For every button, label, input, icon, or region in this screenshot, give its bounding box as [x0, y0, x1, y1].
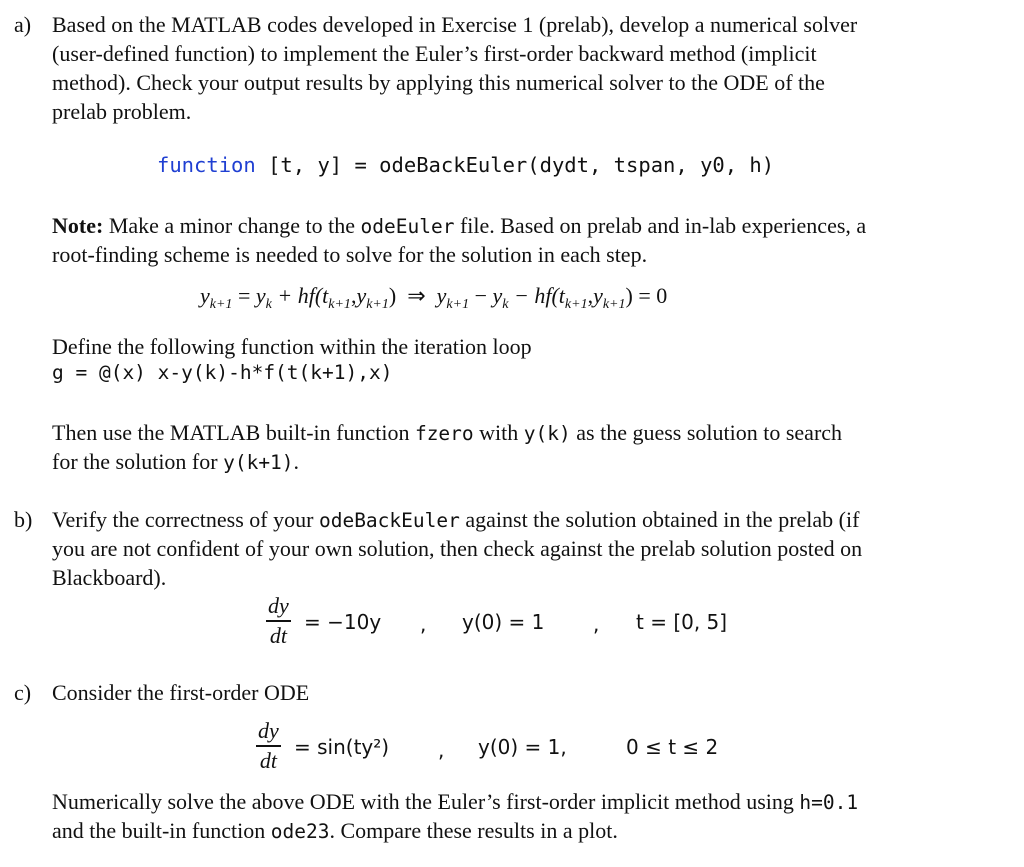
part-b-line-3: Blackboard).: [52, 565, 167, 590]
part-c-domain: 0 ≤ t ≤ 2: [626, 735, 719, 759]
part-b-line-2: you are not confident of your own solution, then check against the prelab solution posted on: [52, 536, 863, 561]
define-line: Define the following function within the iteration loop: [52, 334, 532, 359]
part-a-line-2: (user-defined function) to implement the Euler’s first-order backward method (implicit: [52, 41, 817, 66]
implicit-euler-equation: $y_{k+1} = y_k + hf(t_{k+1},y_{k+1})$ ⇒ $y_{k+1} - y_k - hf(t_{k+1},y_{k+1}) = 0$: [200, 283, 668, 312]
part-b-label: b): [14, 507, 33, 532]
part-a-line-1: Based on the MATLAB codes developed in Exercise 1 (prelab), develop a numerical solver: [52, 12, 858, 37]
then-line-1: Then use the MATLAB built-in function fzero with y(k) as the guess solution to search: [52, 420, 843, 445]
part-a-line-4: prelab problem.: [52, 99, 192, 124]
yk1-code: y(k+1): [223, 451, 294, 474]
h-step-code: h=0.1: [799, 791, 859, 814]
part-c-sep: ,: [438, 738, 445, 762]
then-line-2: for the solution for y(k+1).: [52, 449, 300, 474]
implies-arrow: ⇒: [407, 284, 426, 309]
part-c-line-1: Consider the first-order ODE: [52, 680, 310, 705]
part-b-time-span: t = [0, 5]: [636, 610, 728, 634]
part-c-derivative: dy dt: [258, 718, 279, 773]
part-a-line-3: method). Check your output results by applying this numerical solver to the ODE of the: [52, 70, 825, 95]
odeBackEuler-code: odeBackEuler: [318, 509, 460, 532]
note-line-2: root-finding scheme is needed to solve for the solution in each step.: [52, 242, 648, 267]
function-signature: [157, 153, 774, 177]
part-b-rhs: = −10y: [304, 610, 382, 634]
part-a-label: a): [14, 12, 32, 37]
part-b-derivative: dy dt: [268, 593, 289, 648]
odeEuler-code: odeEuler: [360, 215, 455, 238]
g-function-code: g = @(x) x-y(k)-h*f(t(k+1),x): [52, 361, 393, 384]
part-b-line-1: Verify the correctness of your odeBackEuler against the solution obtained in the prelab (if: [52, 507, 860, 532]
part-c-initial-condition: y(0) = 1,: [478, 735, 567, 759]
note-line-1: Note: Make a minor change to the odeEuler file. Based on prelab and in-lab experiences, a: [52, 213, 867, 238]
part-b-sep-2: ,: [593, 612, 600, 636]
part-c-line-3: and the built-in function ode23. Compare these results in a plot.: [52, 818, 618, 843]
part-c-rhs: = sin(ty²): [294, 735, 390, 759]
part-b-sep-1: ,: [420, 612, 427, 636]
ode23-code: ode23: [270, 820, 330, 843]
part-c-label: c): [14, 680, 32, 705]
yk-code: y(k): [523, 422, 571, 445]
note-label: Note:: [52, 213, 104, 238]
function-signature-rest: [t, y] = odeBackEuler(dydt, tspan, y0, h): [255, 153, 775, 177]
function-keyword: function: [157, 153, 256, 177]
part-b-initial-condition: y(0) = 1: [462, 610, 545, 634]
fzero-code: fzero: [414, 422, 474, 445]
part-c-line-2: Numerically solve the above ODE with the Euler’s first-order implicit method using h=0.1: [52, 789, 859, 814]
